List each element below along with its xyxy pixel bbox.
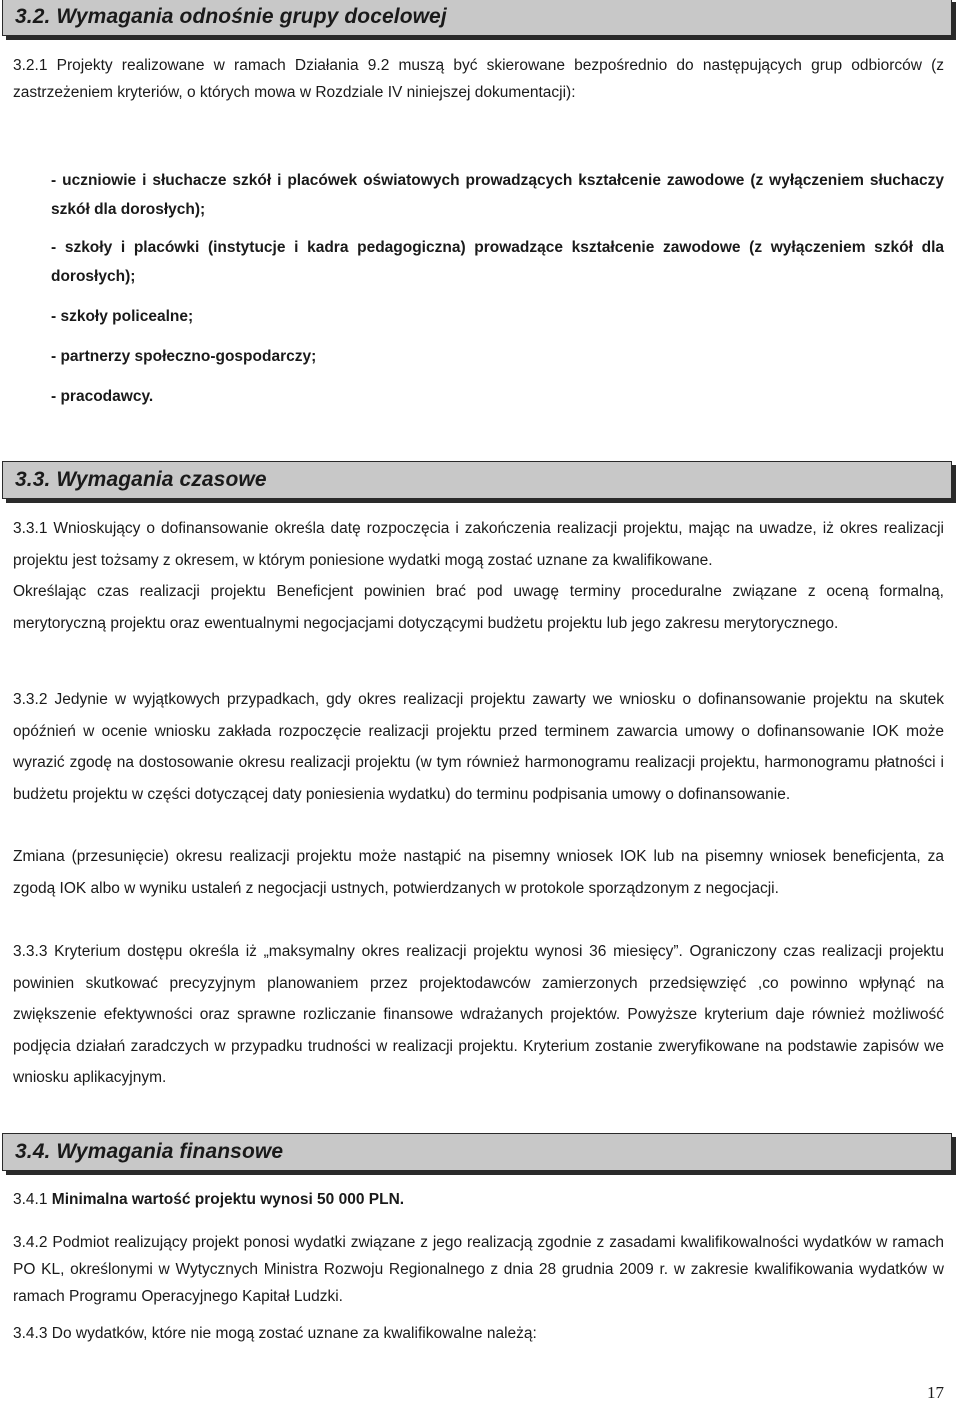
paragraph-3-3-2: 3.3.2 Jedynie w wyjątkowych przypadkach, gdy okres realizacji projektu zawarty we wniosku o dofinansowanie projektu na skutek opóźnień w ocenie wniosku zakłada rozpoczęcie realizacji projektu przed terminem zawarcia umowy o dofinansowanie IOK może wyrazić zgodę na dostosowanie okresu realizacji projektu (w tym również harmonogramu realizacji projektu, harmonogramu płatności i budżetu projektu w części dotyczącej daty poniesienia wydatku) do terminu podpisania umowy o dofinansowanie. [13,691,944,803]
heading-text: 3.3. Wymagania czasowe [15,468,267,491]
paragraph-number: 3.4.1 [13,1191,52,1208]
paragraph-3-3-3: 3.3.3 Kryterium dostępu określa iż „maksymalny okres realizacji projektu wynosi 36 miesięcy”. Ograniczony czas realizacji projektu powinien skutkować precyzyjnym planowaniem przez projektodawców zamierzonych przedsięwzięć ,co powinno wpłynąć na zwiększenie efektywności oraz sprawne rozliczanie finansowe wdrażanych projektów. Powyższe kryterium daje również możliwość podjęcia działań zaradczych w przypadku trudności w realizacji projektu. Kryterium zostanie zweryfikowane na podstawie zapisów we wniosku aplikacyjnym. [13,943,944,1086]
section-heading-3-4 [2,1133,952,1171]
minimum-value-statement: Minimalna wartość projektu wynosi 50 000 PLN. [51,1191,405,1208]
list-item: - pracodawcy. [51,388,154,405]
paragraph-3-3-2-continued: Zmiana (przesunięcie) okresu realizacji projektu może nastąpić na pisemny wniosek IOK lub na pisemny wniosek beneficjenta, za zgodą IOK albo w wyniku ustaleń z negocjacji ustnych, potwierdzanych w protokole sporządzonym z negocjacji. [13,848,944,897]
paragraph-3-2-1: 3.2.1 Projekty realizowane w ramach Działania 9.2 muszą być skierowane bezpośrednio do następujących grup odbiorców (z zastrzeżeniem kryteriów, o których mowa w Rozdziale IV niniejszej dokumentacji): [13,57,944,101]
heading-text: 3.4. Wymagania finansowe [15,1140,284,1163]
paragraph-3-3-1-continued: Określając czas realizacji projektu Beneficjent powinien brać pod uwagę terminy proceduralne związane z oceną formalną, merytoryczną projektu oraz ewentualnymi negocjacjami dotyczącymi budżetu projektu lub jego zakresu merytorycznego. [13,583,944,632]
section-heading-3-3 [2,461,952,499]
section-heading-3-2 [2,0,952,36]
list-item: - uczniowie i słuchacze szkół i placówek oświatowych prowadzących kształcenie zawodowe (z wyłączeniem słuchaczy szkół dla dorosłych); [51,172,944,218]
paragraph-3-3-1: 3.3.1 Wnioskujący o dofinansowanie określa datę rozpoczęcia i zakończenia realizacji projektu, mając na uwadze, iż okres realizacji projektu jest tożsamy z okresem, w którym poniesione wydatki mogą zostać uznane za kwalifikowane. [13,520,944,569]
paragraph-3-4-1 [13,1184,944,1216]
list-item: - szkoły i placówki (instytucje i kadra pedagogiczna) prowadzące kształcenie zawodowe (z wyłączeniem szkół dla dorosłych); [51,239,944,285]
page-number: 17 [927,1383,944,1402]
paragraph-3-4-3: 3.4.3 Do wydatków, które nie mogą zostać uznane za kwalifikowalne należą: [13,1325,537,1342]
heading-text: 3.2. Wymagania odnośnie grupy docelowej [15,5,447,28]
list-item: - szkoły policealne; [51,308,194,325]
paragraph-3-4-2: 3.4.2 Podmiot realizujący projekt ponosi wydatki związane z jego realizacją zgodnie z zasadami kwalifikowalności wydatków w ramach PO KL, określonymi w Wytycznych Ministra Rozwoju Regionalnego z dnia 28 grudnia 2009 r. w zakresie kwalifikowania wydatków w ramach Programu Operacyjnego Kapitał Ludzki. [13,1234,944,1305]
list-item: - partnerzy społeczno-gospodarczy; [51,348,317,365]
